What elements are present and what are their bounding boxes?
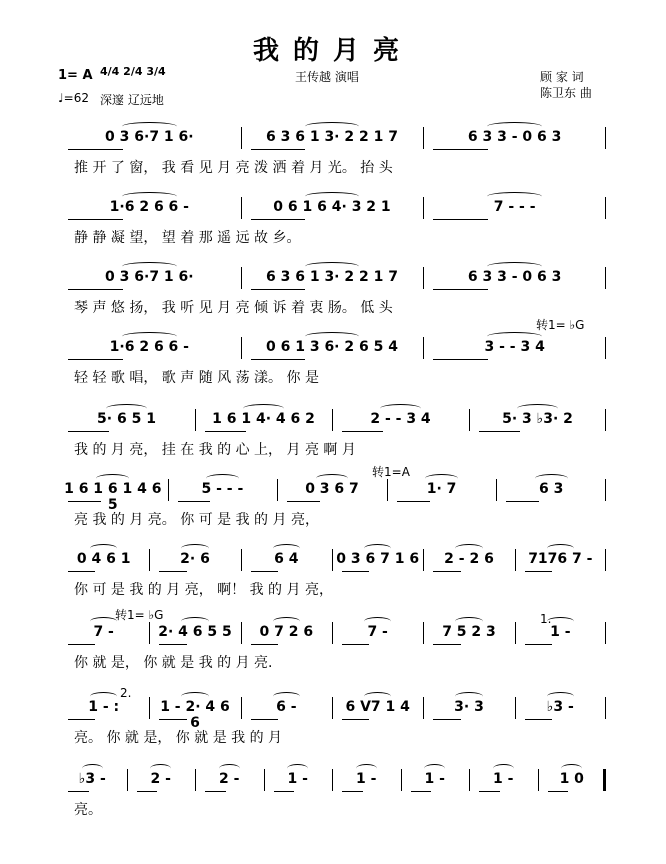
- lyric-line: 你 可 是 我 的 月 亮， 啊！ 我 的 月 亮，: [74, 582, 333, 598]
- slur: [561, 764, 582, 773]
- bar-line: [127, 769, 128, 791]
- beam-line: [251, 289, 306, 290]
- time-sig-1: 4/4: [100, 65, 120, 78]
- slur: [106, 404, 147, 413]
- beam-line: [433, 644, 460, 645]
- lyric-line: 推 开 了 窗， 我 看 见 月 亮 泼 洒 着 月 光。 抬 头: [74, 160, 393, 176]
- bar-line: [332, 549, 333, 571]
- beam-line: [342, 571, 369, 572]
- bar-line: [401, 769, 402, 791]
- performer: 王传越 演唱: [295, 70, 359, 84]
- time-sig-3: 3/4: [146, 65, 166, 78]
- bar-line: [241, 197, 242, 219]
- measure: 2 -: [150, 771, 171, 787]
- slur: [273, 617, 300, 626]
- slur: [316, 474, 349, 483]
- measure: 7 - - -: [493, 199, 536, 215]
- lyric-line: 亮。: [74, 802, 102, 818]
- measure: 2 -: [219, 771, 240, 787]
- lyrics-row: [58, 509, 606, 529]
- bar-line: [149, 549, 150, 571]
- slur: [273, 692, 300, 701]
- lyrics-row: [58, 227, 606, 247]
- volta-first-ending: 1.: [540, 612, 552, 626]
- slur: [305, 122, 360, 131]
- measure: 0 7 2 6: [259, 624, 314, 640]
- slur: [425, 474, 458, 483]
- slur: [356, 764, 377, 773]
- notation-line: [58, 767, 606, 791]
- bar-line: [515, 622, 516, 644]
- beam-line: [397, 501, 430, 502]
- beam-line: [433, 359, 488, 360]
- slur: [305, 192, 360, 201]
- notation-line: [58, 335, 606, 359]
- bar-line: [605, 622, 606, 644]
- measure: 0 6 1 6 4· 3 2 1: [273, 199, 391, 215]
- modulation-marker: 转1=A: [372, 465, 410, 479]
- bar-line: [605, 549, 606, 571]
- measure: 2· 4 6 5 5: [158, 624, 232, 640]
- measure: ♭3 -: [78, 771, 106, 787]
- slur: [122, 262, 177, 271]
- slur: [364, 544, 391, 553]
- bar-line: [423, 267, 424, 289]
- notation-line: [58, 477, 606, 513]
- slur: [487, 192, 542, 201]
- beam-line: [68, 431, 109, 432]
- measure: 1 - :: [88, 699, 120, 715]
- beam-line: [433, 289, 488, 290]
- bar-line: [241, 337, 242, 359]
- measure: 6 3 3 - 0 6 3: [467, 269, 562, 285]
- beam-line: [68, 719, 95, 720]
- measure: 2 - 2 6: [444, 551, 494, 567]
- beam-line: [251, 571, 278, 572]
- bar-line: [195, 769, 196, 791]
- slur: [455, 617, 482, 626]
- slur: [122, 192, 177, 201]
- lyric-line: 亮 我 的 月 亮。 你 可 是 我 的 月 亮，: [74, 512, 319, 528]
- slur: [487, 122, 542, 131]
- time-sig-2: 2/4: [123, 65, 143, 78]
- slur: [547, 544, 574, 553]
- measure: 1 6 1 4· 4 6 2: [212, 411, 315, 427]
- measure: 0 3 6 7 1 6: [336, 551, 420, 567]
- slur: [219, 764, 240, 773]
- bar-line: [241, 622, 242, 644]
- beam-line: [525, 719, 552, 720]
- bar-line: [264, 769, 265, 791]
- bar-line: [277, 479, 278, 501]
- notation-line: [58, 407, 606, 431]
- beam-line: [68, 571, 95, 572]
- beam-line: [178, 501, 211, 502]
- beam-line: [68, 644, 95, 645]
- lyrics-row: [58, 727, 606, 747]
- slur: [424, 764, 445, 773]
- measure: 7 5 2 3: [442, 624, 496, 640]
- bar-line: [423, 622, 424, 644]
- beam-line: [251, 219, 306, 220]
- slur: [181, 617, 208, 626]
- measure: 1· 7: [426, 481, 457, 497]
- slur: [305, 332, 360, 341]
- bar-line: [241, 549, 242, 571]
- slur: [517, 404, 558, 413]
- lyrics-row: [58, 157, 606, 177]
- lyric-line: 静 静 凝 望， 望 着 那 遥 远 故 乡。: [74, 230, 301, 246]
- lyric-line: 亮。 你 就 是， 你 就 是 我 的 月: [74, 730, 283, 746]
- beam-line: [411, 791, 432, 792]
- lyrics-row: [58, 367, 606, 387]
- bar-line: [168, 479, 169, 501]
- lyrics-row: [58, 439, 606, 459]
- beam-line: [433, 719, 460, 720]
- lyrics-row: [58, 652, 606, 672]
- measure: 0 4 6 1: [76, 551, 131, 567]
- measure: 6 4: [274, 551, 299, 567]
- lyric-line: 琴 声 悠 扬， 我 听 见 月 亮 倾 诉 着 衷 肠。 低 头: [74, 300, 393, 316]
- tempo-marking: 深邃 辽远地: [100, 93, 164, 107]
- measure: 1 -: [356, 771, 377, 787]
- measure: 1 6 1 6 1 4 6 5: [64, 481, 162, 513]
- beam-line: [342, 431, 383, 432]
- measure: 6 3: [539, 481, 564, 497]
- lyric-line: 轻 轻 歌 唱， 歌 声 随 风 荡 漾。 你 是: [74, 370, 319, 386]
- slur: [82, 764, 103, 773]
- beam-line: [525, 571, 552, 572]
- beam-line: [433, 219, 488, 220]
- slur: [181, 544, 208, 553]
- measure: 1 -: [287, 771, 308, 787]
- slur: [287, 764, 308, 773]
- slur: [96, 474, 129, 483]
- slur: [90, 544, 117, 553]
- notation-line: [58, 195, 606, 219]
- measure: 1·6 2 6 6 -: [109, 199, 189, 215]
- beam-line: [159, 644, 186, 645]
- song-title: 我的月亮: [252, 36, 413, 66]
- measure: ♭3 -: [546, 699, 574, 715]
- beam-line: [433, 571, 460, 572]
- tempo: ♩=62: [58, 91, 89, 105]
- measure: 6 3 3 - 0 6 3: [467, 129, 562, 145]
- beam-line: [342, 719, 369, 720]
- bar-line: [423, 127, 424, 149]
- measure: 0 3 6·7 1 6·: [105, 129, 194, 145]
- bar-line: [332, 622, 333, 644]
- measure: 7176 7 -: [528, 551, 593, 567]
- beam-line: [342, 644, 369, 645]
- measure: 3· 3: [454, 699, 484, 715]
- measure: 1 - 2· 4 6 6: [160, 699, 230, 731]
- measure: 2 - - 3 4: [370, 411, 431, 427]
- measure: 5· 6 5 1: [97, 411, 156, 427]
- beam-line: [68, 149, 123, 150]
- slur: [493, 764, 514, 773]
- slur: [364, 692, 391, 701]
- slur: [122, 122, 177, 131]
- bar-line: [605, 267, 606, 289]
- slur: [243, 404, 284, 413]
- bar-line: [496, 479, 497, 501]
- bar-line: [605, 409, 606, 431]
- notation-line: [58, 620, 606, 644]
- beam-line: [159, 571, 186, 572]
- bar-line: [423, 197, 424, 219]
- slur: [273, 544, 300, 553]
- beam-line: [479, 431, 520, 432]
- notation-line: [58, 547, 606, 571]
- measure: 0 3 6·7 1 6·: [105, 269, 194, 285]
- bar-line: [241, 267, 242, 289]
- beam-line: [68, 501, 101, 502]
- slur: [206, 474, 239, 483]
- slur: [122, 332, 177, 341]
- beam-line: [68, 359, 123, 360]
- slur: [150, 764, 171, 773]
- beam-line: [433, 149, 488, 150]
- beam-line: [251, 359, 306, 360]
- beam-line: [68, 289, 123, 290]
- bar-line: [469, 409, 470, 431]
- measure: 5· 3 ♭3· 2: [502, 411, 573, 427]
- bar-line: [605, 479, 606, 501]
- beam-line: [342, 791, 363, 792]
- bar-line: [605, 337, 606, 359]
- slur: [181, 692, 208, 701]
- beam-line: [68, 219, 123, 220]
- bar-line: [332, 769, 333, 791]
- bar-line: [423, 697, 424, 719]
- key-signature: 1= A: [58, 68, 93, 83]
- measure: 7 -: [367, 624, 388, 640]
- lyric-line: 你 就 是， 你 就 是 我 的 月 亮.: [74, 655, 273, 671]
- slur: [535, 474, 568, 483]
- notation-line: [58, 695, 606, 731]
- measure: 0 3 6 7: [305, 481, 359, 497]
- beam-line: [525, 644, 552, 645]
- modulation-marker: 转1= ♭G: [536, 318, 585, 332]
- slur: [487, 332, 542, 341]
- composer: 陈卫东 曲: [540, 86, 592, 100]
- slur: [547, 617, 574, 626]
- measure: 1 -: [493, 771, 514, 787]
- slur: [455, 692, 482, 701]
- measure: 5 - - -: [201, 481, 244, 497]
- measure: 2· 6: [180, 551, 210, 567]
- bar-line: [469, 769, 470, 791]
- slur: [90, 692, 117, 701]
- bar-line: [605, 697, 606, 719]
- measure: 6 3 6 1 3· 2 2 1 7: [265, 129, 398, 145]
- beam-line: [159, 719, 186, 720]
- measure: 1 -: [550, 624, 571, 640]
- beam-line: [479, 791, 500, 792]
- bar-line: [538, 769, 539, 791]
- slur: [90, 617, 117, 626]
- slur: [547, 692, 574, 701]
- beam-line: [251, 149, 306, 150]
- beam-line: [251, 644, 278, 645]
- beam-line: [287, 501, 320, 502]
- lyrics-row: [58, 297, 606, 317]
- lyric-line: 我 的 月 亮， 挂 在 我 的 心 上， 月 亮 啊 月: [74, 442, 356, 458]
- beam-line: [137, 791, 158, 792]
- measure: 1·6 2 6 6 -: [109, 339, 189, 355]
- beam-line: [251, 719, 278, 720]
- measure: 1 -: [424, 771, 445, 787]
- beam-line: [506, 501, 539, 502]
- measure: 6 -: [276, 699, 297, 715]
- slur: [455, 544, 482, 553]
- bar-line: [332, 697, 333, 719]
- slur: [305, 262, 360, 271]
- bar-line: [515, 697, 516, 719]
- measure: 3 - - 3 4: [484, 339, 545, 355]
- bar-line: [605, 197, 606, 219]
- bar-line: [515, 549, 516, 571]
- beam-line: [274, 791, 295, 792]
- beam-line: [205, 431, 246, 432]
- lyrics-row: [58, 579, 606, 599]
- bar-line: [149, 697, 150, 719]
- time-signatures: [100, 66, 166, 77]
- measure: 6 V7 1 4: [345, 699, 410, 715]
- bar-line: [241, 697, 242, 719]
- measure: 6 3 6 1 3· 2 2 1 7: [265, 269, 398, 285]
- notation-line: [58, 125, 606, 149]
- measure: 1 0: [559, 771, 584, 787]
- bar-line: [332, 409, 333, 431]
- measure: 7 -: [93, 624, 114, 640]
- modulation-marker: 转1= ♭G: [115, 608, 164, 622]
- lyricist: 顾 家 词: [540, 70, 584, 84]
- bar-line: [149, 622, 150, 644]
- bar-line: [195, 409, 196, 431]
- bar-line: [423, 549, 424, 571]
- slur: [364, 617, 391, 626]
- bar-line: [241, 127, 242, 149]
- beam-line: [68, 791, 89, 792]
- volta-second-ending: 2.: [120, 686, 132, 700]
- slur: [487, 262, 542, 271]
- slur: [380, 404, 421, 413]
- beam-line: [548, 791, 569, 792]
- bar-line: [423, 337, 424, 359]
- bar-line: [387, 479, 388, 501]
- beam-line: [205, 791, 226, 792]
- notation-line: [58, 265, 606, 289]
- bar-line: [605, 127, 606, 149]
- bar-line: [603, 769, 606, 791]
- lyrics-row: [58, 799, 606, 819]
- measure: 0 6 1 3 6· 2 6 5 4: [265, 339, 398, 355]
